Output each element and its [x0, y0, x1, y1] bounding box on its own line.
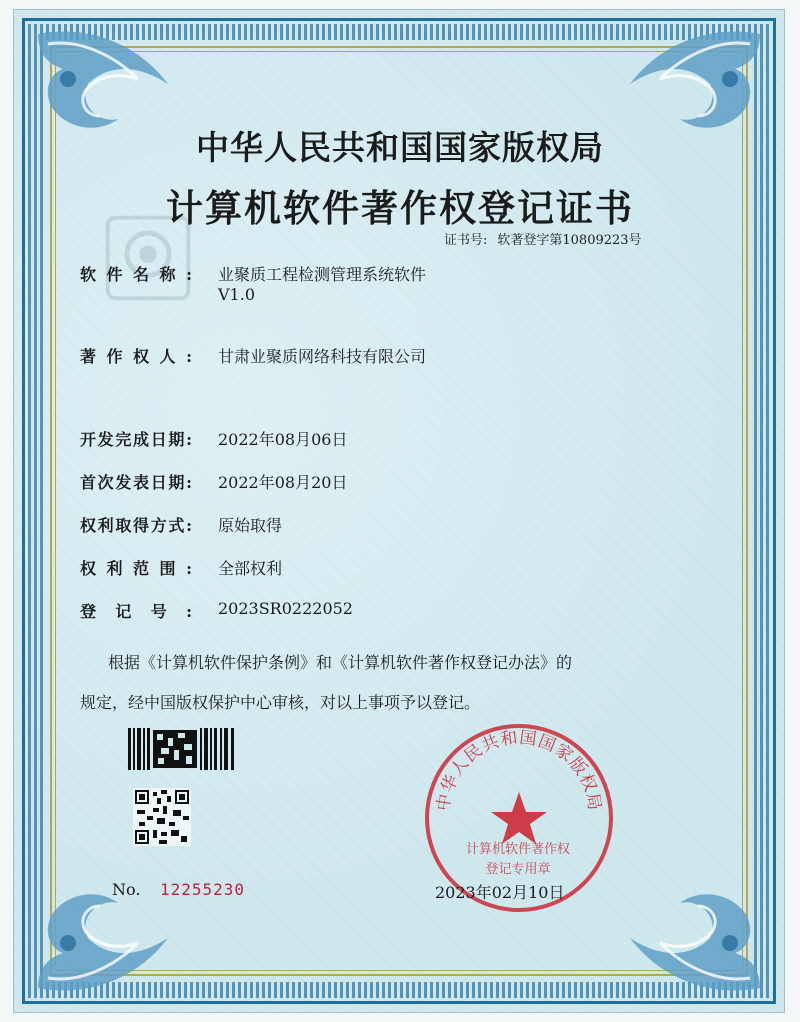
- certificate-number-value: 软著登字第10809223号: [497, 233, 642, 248]
- copyright-holder-value: 甘肃业聚质网络科技有限公司: [218, 347, 427, 366]
- registration-statement: [80, 643, 720, 723]
- statement-line-1: 根据《计算机软件保护条例》和《计算机软件著作权登记办法》的: [108, 653, 573, 672]
- copyright-holder-label: 著作权人:: [80, 347, 192, 366]
- software-name-value: 业聚质工程检测管理系统软件: [218, 265, 427, 284]
- qr-code-icon: [133, 788, 191, 846]
- completion-date-label: 开发完成日期:: [80, 430, 192, 449]
- software-version-value: V1.0: [218, 285, 255, 304]
- rights-scope-label: 权利范围:: [80, 559, 192, 578]
- acquisition-method-label: 权利取得方式:: [80, 516, 192, 535]
- certificate-number-label: 证书号:: [444, 233, 488, 248]
- serial-number: 12255230: [160, 880, 246, 899]
- issuing-authority: 中华人民共和国国家版权局: [196, 128, 604, 167]
- issue-date: 2023年02月10日: [435, 883, 565, 902]
- serial-label: No.: [112, 880, 141, 899]
- publication-date-label: 首次发表日期:: [80, 473, 192, 492]
- registration-number-label: 登记号:: [80, 602, 192, 621]
- certificate-title: 计算机软件著作权登记证书: [166, 186, 634, 230]
- corner-ornament-icon: [620, 878, 770, 998]
- statement-line-2: 规定，经中国版权保护中心审核，对以上事项予以登记。: [80, 693, 481, 712]
- software-name-label: 软件名称:: [80, 265, 192, 284]
- publication-date-value: 2022年08月20日: [218, 473, 348, 492]
- completion-date-value: 2022年08月06日: [218, 430, 348, 449]
- certificate-number: [444, 229, 642, 248]
- seal-line-2: 登记专用章: [485, 862, 551, 877]
- barcode-icon: [128, 728, 236, 770]
- acquisition-method-value: 原始取得: [218, 516, 283, 535]
- registration-number-value: 2023SR0222052: [218, 599, 353, 618]
- seal-line-1: 计算机软件著作权: [465, 842, 570, 857]
- rights-scope-value: 全部权利: [218, 559, 283, 578]
- seal-arc-text: 中华人民共和国国家版权局: [433, 727, 605, 813]
- corner-ornament-icon: [28, 878, 178, 998]
